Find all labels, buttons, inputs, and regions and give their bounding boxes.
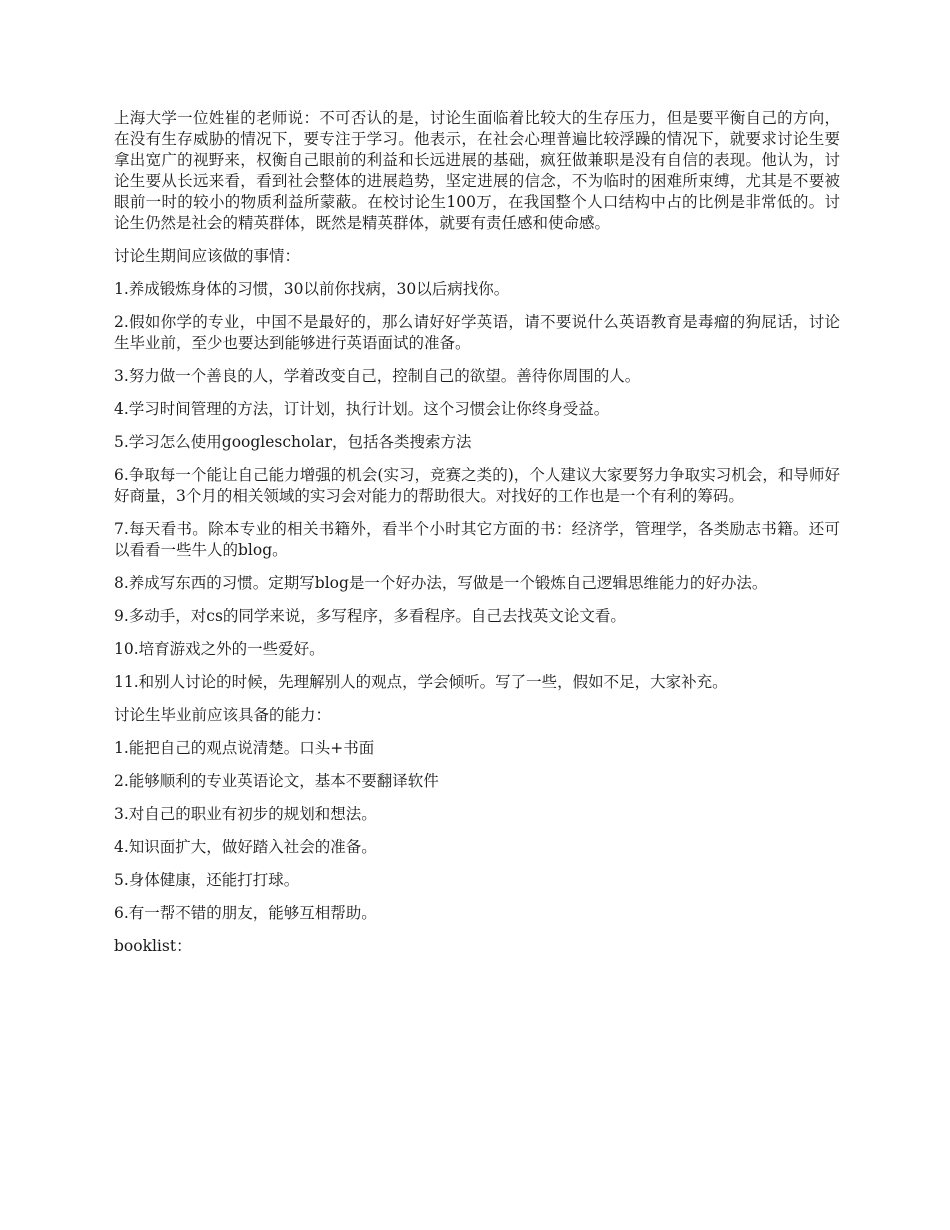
section2-item-1: 1.能把自己的观点说清楚。口头+书面 bbox=[114, 739, 375, 757]
section2-item-3: 3.对自己的职业有初步的规划和想法。 bbox=[114, 805, 377, 823]
section2-heading: 讨论生毕业前应该具备的能力： bbox=[114, 706, 332, 724]
section2-item-5: 5.身体健康，还能打打球。 bbox=[114, 871, 300, 889]
section1-item-2: 2.假如你学的专业，中国不是最好的，那么请好好学英语，请不要说什么英语教育是毒瘤的狗屁话，讨论生毕业前，至少也要达到能够进行英语面试的准备。 bbox=[114, 313, 840, 352]
section1-item-5: 5.学习怎么使用googlescholar，包括各类搜索方法 bbox=[114, 433, 472, 451]
section1-heading: 讨论生期间应该做的事情： bbox=[114, 247, 301, 265]
section1-item-9: 9.多动手，对cs的同学来说，多写程序，多看程序。自己去找英文论文看。 bbox=[114, 607, 626, 625]
section1-item-1: 1.养成锻炼身体的习惯，30以前你找病，30以后病找你。 bbox=[114, 280, 510, 298]
document-page bbox=[114, 108, 840, 969]
section1-item-3: 3.努力做一个善良的人，学着改变自己，控制自己的欲望。善待你周围的人。 bbox=[114, 367, 641, 385]
section1-item-6: 6.争取每一个能让自己能力增强的机会(实习，竞赛之类的)，个人建议大家要努力争取实习机会，和导师好好商量，3个月的相关领域的实习会对能力的帮助很大。对找好的工作也是一个有利的筹码。 bbox=[114, 466, 840, 505]
section1-item-7: 7.每天看书。除本专业的相关书籍外，看半个小时其它方面的书：经济学，管理学，各类励志书籍。还可以看看一些牛人的blog。 bbox=[114, 520, 840, 559]
intro-paragraph: 上海大学一位姓崔的老师说：不可否认的是，讨论生面临着比较大的生存压力，但是要平衡自己的方向，在没有生存威胁的情况下，要专注于学习。他表示，在社会心理普遍比较浮躁的情况下，就要求讨论生要拿出宽广的视野来，权衡自己眼前的利益和长远进展的基础，疯狂做兼职是没有自信的表现。他认为，讨论生要从长远来看，看到社会整体的进展趋势，坚定进展的信念，不为临时的困难所束缚，尤其是不要被眼前一时的较小的物质利益所蒙蔽。在校讨论生100万，在我国整个人口结构中占的比例是非常低的。讨论生仍然是社会的精英群体，既然是精英群体，就要有责任感和使命感。 bbox=[114, 109, 840, 232]
section2-item-4: 4.知识面扩大，做好踏入社会的准备。 bbox=[114, 838, 377, 856]
section1-item-8: 8.养成写东西的习惯。定期写blog是一个好办法，写做是一个锻炼自己逻辑思维能力的好办法。 bbox=[114, 574, 768, 592]
section2-item-2: 2.能够顺利的专业英语论文，基本不要翻译软件 bbox=[114, 772, 439, 790]
section1-item-10: 10.培育游戏之外的一些爱好。 bbox=[114, 640, 325, 658]
booklist-label: booklist： bbox=[114, 937, 192, 955]
section1-item-4: 4.学习时间管理的方法，订计划，执行计划。这个习惯会让你终身受益。 bbox=[114, 400, 610, 418]
section1-item-11: 11.和别人讨论的时候，先理解别人的观点，学会倾听。写了一些，假如不足，大家补充。 bbox=[114, 673, 728, 691]
section2-item-6: 6.有一帮不错的朋友，能够互相帮助。 bbox=[114, 904, 377, 922]
